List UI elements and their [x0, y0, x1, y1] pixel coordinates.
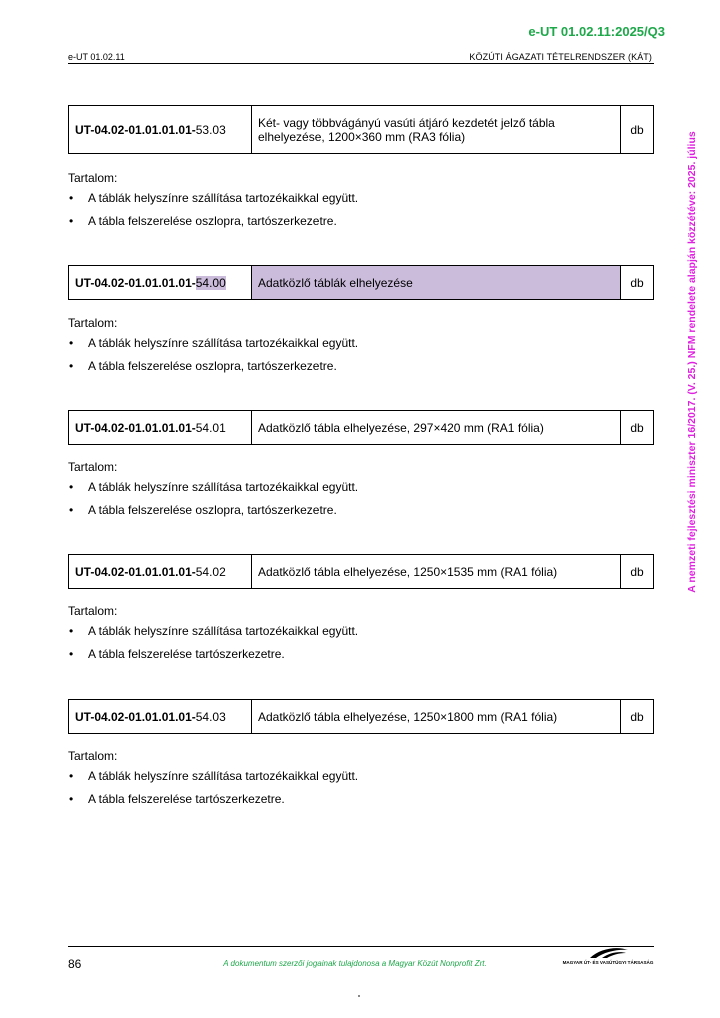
item-table	[68, 699, 654, 734]
item-content	[68, 604, 648, 670]
content-list	[68, 191, 648, 228]
header-left: e-UT 01.02.11	[68, 52, 125, 62]
item-table	[68, 554, 654, 589]
content-label: Tartalom:	[68, 749, 118, 763]
item-description: Két- vagy többvágányú vasúti átjáró kezdetét jelző tábla elhelyezése, 1200×360 mm (RA3 fólia)	[252, 106, 621, 154]
list-item: • A tábla felszerelése oszlopra, tartószerkezetre.	[68, 214, 648, 228]
item-description: Adatközlő tábla elhelyezése, 1250×1800 mm (RA1 fólia)	[252, 700, 621, 734]
item-content	[68, 171, 648, 237]
item-code	[69, 411, 252, 445]
item-code-suffix: 53.03	[195, 122, 226, 137]
item-code	[69, 700, 252, 734]
content-list	[68, 480, 648, 517]
content-list	[68, 769, 648, 806]
item-unit: db	[621, 555, 654, 589]
item-code	[69, 555, 252, 589]
content-list	[68, 336, 648, 373]
scan-dot	[358, 995, 360, 997]
list-item: • A táblák helyszínre szállítása tartozékaikkal együtt.	[68, 769, 648, 783]
footer-copyright: A dokumentum szerzői jogainak tulajdonosa a Magyar Közút Nonprofit Zrt.	[223, 959, 487, 968]
side-note	[686, 94, 698, 630]
content-list	[68, 624, 648, 661]
list-item: • A táblák helyszínre szállítása tartozékaikkal együtt.	[68, 480, 648, 494]
content-label: Tartalom:	[68, 604, 118, 618]
item-description: Adatközlő táblák elhelyezése	[252, 266, 621, 300]
road-swoosh-icon	[562, 946, 654, 960]
item-content	[68, 749, 648, 815]
document-code: e-UT 01.02.11:2025/Q3	[528, 24, 665, 39]
list-item: • A táblák helyszínre szállítása tartozékaikkal együtt.	[68, 191, 648, 205]
list-item: • A tábla felszerelése tartószerkezetre.	[68, 647, 648, 661]
content-label: Tartalom:	[68, 316, 118, 330]
list-item: • A tábla felszerelése oszlopra, tartószerkezetre.	[68, 503, 648, 517]
item-table	[68, 265, 654, 300]
item-code-suffix: 54.02	[195, 564, 226, 579]
logo-text: MAGYAR ÚT- ÉS VASÚTÜGYI TÁRSASÁG	[562, 960, 654, 965]
header-rule	[68, 63, 654, 64]
item-code-prefix: UT-04.02-01.01.01.01-	[75, 564, 196, 579]
content-label: Tartalom:	[68, 171, 118, 185]
item-code-suffix: 54.00	[195, 275, 226, 290]
item-description: Adatközlő tábla elhelyezése, 1250×1535 mm (RA1 fólia)	[252, 555, 621, 589]
item-unit: db	[621, 411, 654, 445]
list-item: • A táblák helyszínre szállítása tartozékaikkal együtt.	[68, 624, 648, 638]
item-unit: db	[621, 106, 654, 154]
item-unit: db	[621, 700, 654, 734]
item-code-prefix: UT-04.02-01.01.01.01-	[75, 420, 196, 435]
publisher-logo	[562, 946, 654, 968]
item-code	[69, 266, 252, 300]
item-code	[69, 106, 252, 154]
item-table	[68, 105, 654, 154]
content-label: Tartalom:	[68, 460, 118, 474]
item-content	[68, 460, 648, 526]
page-number: 86	[68, 957, 82, 971]
item-content	[68, 316, 648, 382]
item-unit: db	[621, 266, 654, 300]
item-code-suffix: 54.01	[195, 420, 226, 435]
item-description: Adatközlő tábla elhelyezése, 297×420 mm (RA1 fólia)	[252, 411, 621, 445]
list-item: • A tábla felszerelése tartószerkezetre.	[68, 792, 648, 806]
list-item: • A tábla felszerelése oszlopra, tartószerkezetre.	[68, 359, 648, 373]
header-right: KÖZÚTI ÁGAZATI TÉTELRENDSZER (KÁT)	[469, 52, 652, 62]
item-code-prefix: UT-04.02-01.01.01.01-	[75, 122, 196, 137]
side-note-text: A nemzeti fejlesztési miniszter 16/2017. (V. 25.) NFM rendelete alapján közzétéve: 2025. július	[686, 131, 698, 593]
list-item: • A táblák helyszínre szállítása tartozékaikkal együtt.	[68, 336, 648, 350]
item-code-prefix: UT-04.02-01.01.01.01-	[75, 275, 196, 290]
item-code-suffix: 54.03	[195, 709, 226, 724]
item-code-prefix: UT-04.02-01.01.01.01-	[75, 709, 196, 724]
item-table	[68, 410, 654, 445]
